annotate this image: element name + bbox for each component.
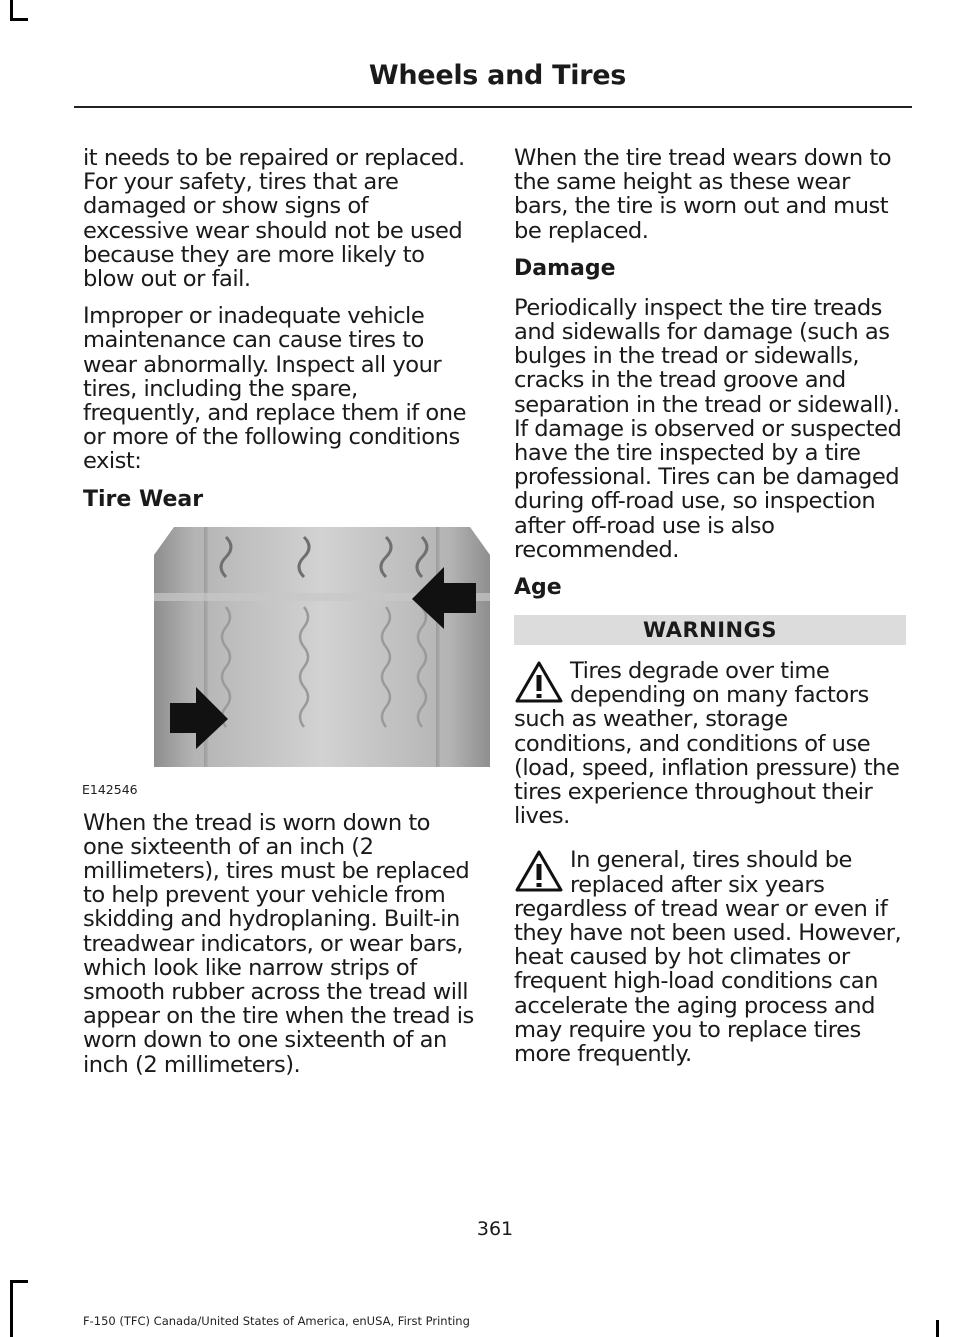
left-column <box>83 146 475 1090</box>
page-number: 361 <box>476 1218 514 1240</box>
tire-tread-illustration <box>154 527 490 767</box>
paragraph: When the tread is worn down to one sixteenth of an inch (2 millimeters), tires must be replaced to help prevent your vehicle from skidding and hydroplaning. Built-in treadwear indicators, or wear bars, which look like narrow strips of smooth rubber across the tread will appear on the tire when the tread is worn down to one sixteenth of an inch (2 millimeters). <box>83 809 474 1078</box>
footer-text: F-150 (TFC) Canada/United States of America, enUSA, First Printing <box>83 1314 470 1328</box>
section-heading: Tire Wear <box>83 486 204 512</box>
paragraph: it needs to be repaired or replaced. For your safety, tires that are damaged or show signs of excessive wear should not be used because they are more likely to blow out or fail. <box>83 145 465 293</box>
warning-text: Tires degrade over time depending on many factors such as weather, storage conditions, and conditions of use (load, speed, inflation pressure) the tires experience throughout their lives. <box>514 658 900 830</box>
right-column <box>514 146 906 1086</box>
crop-mark <box>10 1280 13 1337</box>
warning-text: In general, tires should be replaced after six years regardless of tread wear or even if they have not been used. However, heat caused by hot climates or frequent high-load conditions can accelerate the aging process and may require you to replace tires more frequently. <box>514 847 902 1068</box>
paragraph: When the tire tread wears down to the same height as these wear bars, the tire is worn out and must be replaced. <box>514 145 892 244</box>
warning-item <box>514 659 906 828</box>
figure-code: E142546 <box>82 781 138 797</box>
section-heading: Damage <box>514 255 616 281</box>
crop-mark <box>10 0 13 20</box>
section-heading: Age <box>514 575 562 601</box>
crop-mark <box>936 1320 939 1337</box>
crop-mark <box>10 1280 28 1283</box>
crop-mark <box>10 18 28 21</box>
warning-triangle-icon <box>514 848 564 894</box>
page-title: Wheels and Tires <box>368 60 626 91</box>
tire-wear-figure <box>82 527 490 797</box>
warning-triangle-icon <box>514 659 564 705</box>
paragraph: Periodically inspect the tire treads and sidewalls for damage (such as bulges in the tread or sidewalls, cracks in the tread groove and separation in the tread or sidewall). If damage is observed or suspected have the tire inspected by a tire professional. Tires can be damaged during off-road use, so inspection after off-road use is also recommended. <box>514 294 902 563</box>
paragraph: Improper or inadequate vehicle maintenance can cause tires to wear abnormally. Inspect all your tires, including the spare, frequently, and replace them if one or more of the following conditions exist: <box>83 303 466 475</box>
warning-item <box>514 848 906 1066</box>
header-rule <box>74 106 912 108</box>
warnings-banner: WARNINGS <box>514 615 906 645</box>
